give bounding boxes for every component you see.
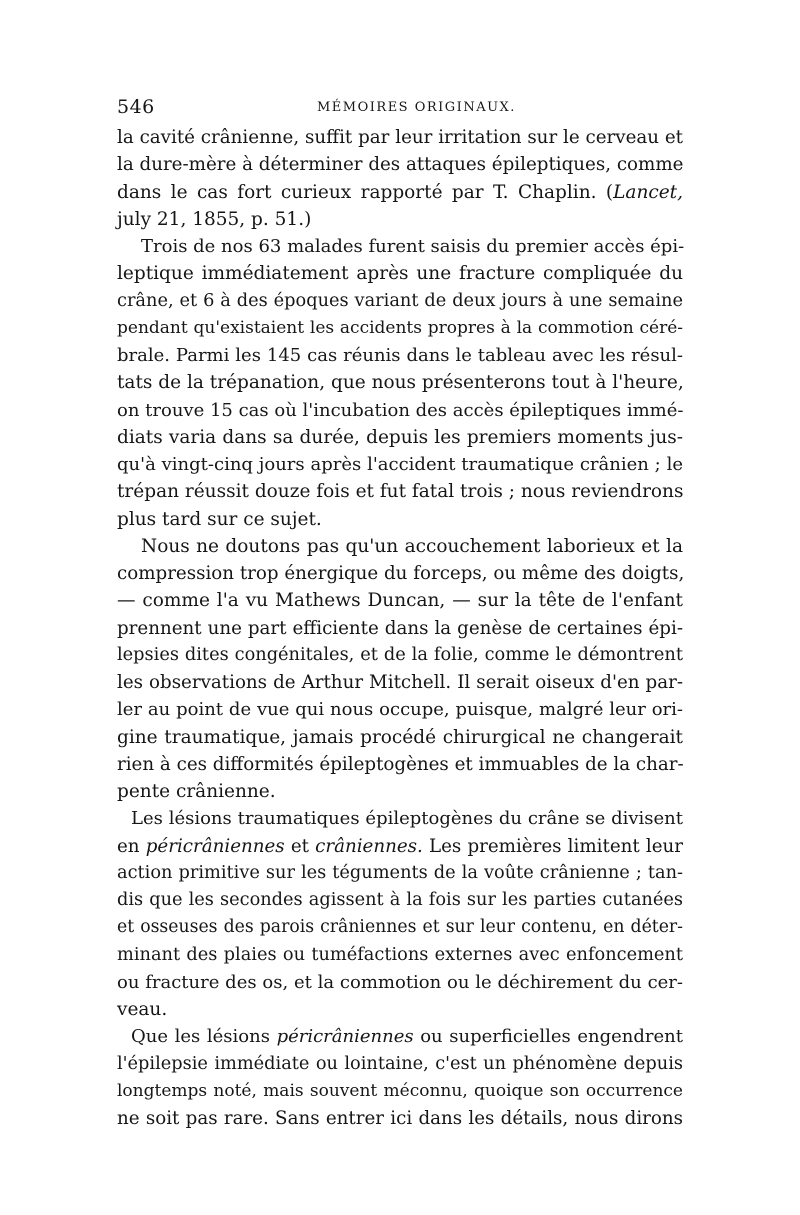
text-segment: prennent une part efficiente dans la genèse de certaines épi-: [117, 617, 683, 639]
text-segment: compression trop énergique du forceps, ou même des doigts,: [117, 563, 685, 584]
text-segment: pendant qu'existaient les accidents propres à la commotion céré-: [117, 317, 683, 338]
italic-text: péricrâniennes: [145, 835, 285, 857]
text-line: [117, 1105, 683, 1132]
text-segment: veau.: [117, 999, 168, 1020]
text-line: [117, 124, 683, 151]
text-line: [117, 506, 683, 533]
text-segment: — comme l'a vu Mathews Duncan, — sur la tête de l'enfant: [117, 590, 683, 612]
text-line: [117, 805, 683, 832]
text-line: [117, 942, 683, 969]
text-line: [117, 751, 683, 778]
text-segment: july 21, 1855, p. 51.): [117, 208, 312, 230]
text-segment: lepsies dites congénitales, et de la folie, comme le démontrent: [117, 644, 683, 665]
italic-text: Lancet,: [613, 181, 683, 203]
text-line: [117, 914, 683, 941]
text-segment: pente crânienne.: [117, 781, 276, 802]
text-line: [117, 587, 683, 614]
text-segment: ou superficielles engendrent: [413, 1026, 683, 1048]
text-segment: action primitive sur les téguments de la voûte crânienne ; tan-: [117, 862, 683, 883]
text-line: [117, 724, 683, 751]
text-line: [117, 179, 683, 206]
text-line: [117, 778, 683, 805]
text-line: [117, 260, 683, 287]
text-segment: on trouve 15 cas où l'incubation des accès épileptiques immé-: [117, 399, 684, 421]
text-segment: ou fracture des os, et la commotion ou le déchirement du cer-: [117, 971, 683, 993]
running-head: MÉMOIRES ORIGINAUX.: [317, 100, 516, 115]
text-line: [117, 615, 683, 642]
text-segment: minant des plaies ou tuméfactions externes avec enfoncement: [117, 944, 683, 965]
text-segment: Que les lésions: [131, 1026, 277, 1048]
text-segment: la cavité crânienne, suffit par leur irritation sur le cerveau et: [117, 127, 683, 148]
text-segment: gine traumatique, jamais procédé chirurgical ne changerait: [117, 726, 683, 748]
text-segment: Les lésions traumatiques épileptogènes du crâne se divisent: [131, 808, 683, 830]
text-segment: et osseuses des parois crâniennes et sur leur contenu, en déter-: [117, 917, 683, 938]
text-segment: trépan réussit douze fois et fut fatal trois ; nous reviendrons: [117, 481, 684, 503]
text-segment: diats varia dans sa durée, depuis les premiers moments jus-: [117, 426, 683, 448]
page-number: 546: [117, 96, 155, 118]
text-segment: l'épilepsie immédiate ou lointaine, c'est un phénomène depuis: [117, 1053, 683, 1074]
text-line: [117, 151, 683, 178]
text-line: [117, 560, 683, 587]
text-segment: longtemps noté, mais souvent méconnu, quoique son occurrence: [117, 1080, 683, 1101]
text-line: [117, 478, 683, 505]
text-segment: et: [284, 835, 316, 857]
text-line: [117, 206, 683, 233]
text-line: [117, 342, 683, 369]
text-segment: leptique immédiatement après une fracture compliquée du: [117, 263, 683, 285]
text-segment: ne soit pas rare. Sans entrer ici dans les détails, nous dirons: [117, 1108, 683, 1129]
text-segment: en: [117, 835, 146, 857]
text-line: [117, 833, 683, 860]
text-segment: Les premières limitent leur: [422, 835, 683, 857]
text-line: [117, 669, 683, 696]
text-line: [117, 1023, 683, 1050]
text-segment: tats de la trépanation, que nous présenterons tout à l'heure,: [117, 372, 684, 394]
text-segment: dans le cas fort curieux rapporté par T. Chaplin. (: [117, 181, 614, 203]
text-segment: la dure-mère à déterminer des attaques épileptiques, comme: [117, 154, 684, 176]
text-segment: les observations de Arthur Mitchell. Il serait oiseux d'en par-: [117, 672, 683, 693]
text-segment: rien à ces difformités épileptogènes et immuables de la char-: [117, 753, 684, 775]
text-line: [117, 424, 683, 451]
text-line: [117, 1078, 683, 1105]
text-line: [117, 288, 683, 315]
text-line: [117, 451, 683, 478]
text-line: [117, 642, 683, 669]
page-header: [117, 94, 683, 120]
text-segment: qu'à vingt-cinq jours après l'accident traumatique crânien ; le: [117, 454, 683, 475]
text-line: [117, 233, 683, 260]
text-segment: dis que les secondes agissent à la fois sur les parties cutanées: [117, 890, 683, 910]
text-line: [117, 969, 683, 996]
text-line: [117, 369, 683, 396]
text-line: [117, 887, 683, 914]
text-segment: Trois de nos 63 malades furent saisis du premier accès épi-: [141, 236, 685, 257]
text-line: [117, 1051, 683, 1078]
text-line: [117, 996, 683, 1023]
text-line: [117, 696, 683, 723]
italic-text: crâniennes.: [315, 835, 423, 857]
text-segment: brale. Parmi les 145 cas réunis dans le tableau avec les résul-: [117, 345, 683, 366]
italic-text: péricrâniennes: [276, 1026, 414, 1048]
text-segment: crâne, et 6 à des époques variant de deux jours à une semaine: [117, 290, 683, 311]
text-line: [117, 397, 683, 424]
text-line: [117, 860, 683, 887]
text-line: [117, 533, 683, 560]
text-segment: Nous ne doutons pas qu'un accouchement laborieux et la: [141, 535, 683, 557]
text-line: [117, 315, 683, 342]
body-text: [117, 124, 683, 1132]
text-segment: ler au point de vue qui nous occupe, puisque, malgré leur ori-: [117, 699, 683, 721]
text-segment: plus tard sur ce sujet.: [117, 508, 322, 530]
